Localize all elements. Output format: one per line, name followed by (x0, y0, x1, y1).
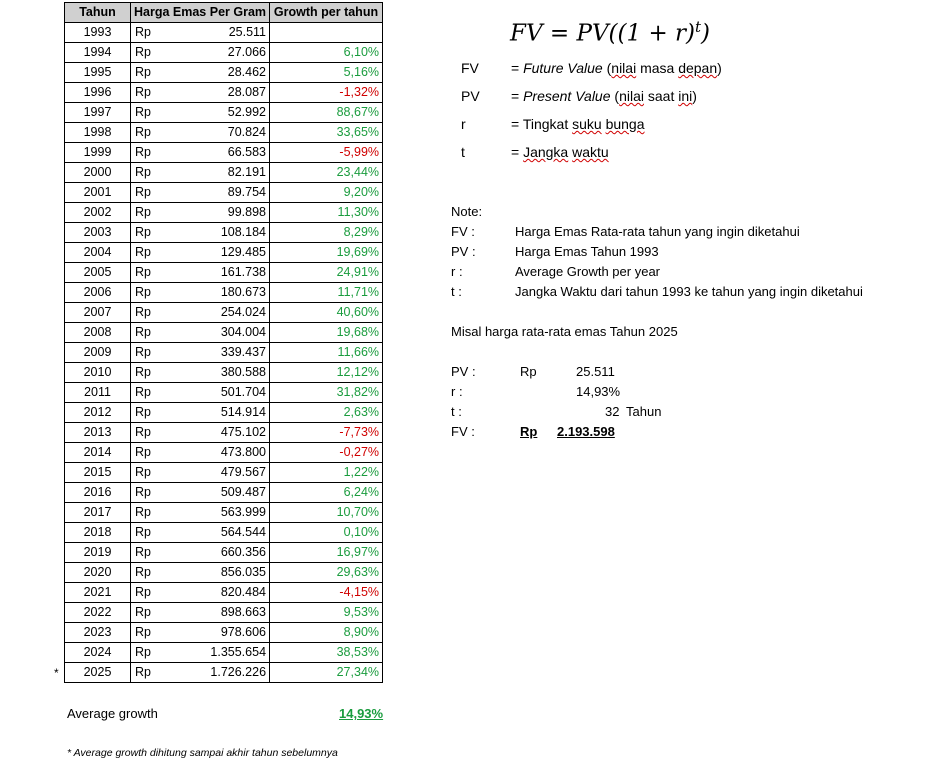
table-row (65, 143, 383, 163)
cell-price: 473.800 (162, 443, 270, 463)
cell-currency: Rp (131, 103, 162, 123)
legend-row-r (461, 116, 761, 136)
cell-currency: Rp (131, 403, 162, 423)
cell-year: 1993 (65, 23, 131, 43)
table-row (65, 243, 383, 263)
cell-currency: Rp (131, 23, 162, 43)
cell-growth: 19,69% (270, 243, 383, 263)
cell-growth: -1,32% (270, 83, 383, 103)
example-r-value: 14,93% (576, 384, 621, 399)
cell-year: 2022 (65, 603, 131, 623)
example-pv-key: PV : (451, 364, 476, 379)
cell-year: 1995 (65, 63, 131, 83)
cell-currency: Rp (131, 363, 162, 383)
example-pv-value: 25.511 (576, 364, 615, 379)
cell-currency: Rp (131, 143, 162, 163)
cell-year: 2021 (65, 583, 131, 603)
cell-currency: Rp (131, 443, 162, 463)
cell-growth: 38,53% (270, 643, 383, 663)
cell-price: 27.066 (162, 43, 270, 63)
cell-currency: Rp (131, 303, 162, 323)
cell-currency: Rp (131, 503, 162, 523)
legend-text-w1: nilai (619, 88, 644, 104)
cell-price: 475.102 (162, 423, 270, 443)
note-text: Average Growth per year (515, 264, 660, 279)
cell-price: 479.567 (162, 463, 270, 483)
cell-growth: 1,22% (270, 463, 383, 483)
cell-growth: 23,44% (270, 163, 383, 183)
cell-price: 52.992 (162, 103, 270, 123)
formula-close: ) (701, 20, 711, 47)
cell-growth: 31,82% (270, 383, 383, 403)
table-row (65, 383, 383, 403)
cell-currency: Rp (131, 583, 162, 603)
cell-year: 2025 (65, 663, 131, 683)
table-row (65, 463, 383, 483)
cell-growth: 0,10% (270, 523, 383, 543)
cell-growth: 8,90% (270, 623, 383, 643)
cell-year: 2002 (65, 203, 131, 223)
cell-growth: 9,20% (270, 183, 383, 203)
legend-text-w2: bunga (605, 116, 645, 132)
legend-row-t (461, 144, 761, 164)
cell-price: 563.999 (162, 503, 270, 523)
legend-symbol: PV (461, 88, 480, 104)
table-row (65, 183, 383, 203)
legend-text-w2: waktu (572, 144, 609, 160)
legend-definition (511, 116, 645, 132)
cell-price: 898.663 (162, 603, 270, 623)
example-fv-value: 2.193.598 (557, 424, 615, 439)
table-row (65, 483, 383, 503)
table-row (65, 603, 383, 623)
cell-year: 1999 (65, 143, 131, 163)
cell-price: 70.824 (162, 123, 270, 143)
cell-price: 28.462 (162, 63, 270, 83)
cell-growth: 11,71% (270, 283, 383, 303)
cell-price: 978.606 (162, 623, 270, 643)
cell-currency: Rp (131, 603, 162, 623)
cell-currency: Rp (131, 203, 162, 223)
cell-price: 254.024 (162, 303, 270, 323)
cell-currency: Rp (131, 523, 162, 543)
cell-year: 2006 (65, 283, 131, 303)
cell-currency: Rp (131, 643, 162, 663)
legend-text-post: ( (602, 60, 612, 76)
average-growth-value: 14,93% (339, 706, 384, 721)
table-row (65, 543, 383, 563)
example-pv-currency: Rp (520, 364, 537, 379)
cell-growth: 16,97% (270, 543, 383, 563)
note-key: FV : (451, 224, 475, 239)
note-key: r : (451, 264, 463, 279)
cell-price: 339.437 (162, 343, 270, 363)
example-t-value: 32 (605, 404, 620, 419)
cell-year: 1998 (65, 123, 131, 143)
note-key: PV : (451, 244, 476, 259)
cell-growth: 8,29% (270, 223, 383, 243)
cell-growth: 6,10% (270, 43, 383, 63)
cell-currency: Rp (131, 343, 162, 363)
cell-year: 2013 (65, 423, 131, 443)
cell-growth: -5,99% (270, 143, 383, 163)
cell-currency: Rp (131, 663, 162, 683)
table-row (65, 443, 383, 463)
cell-growth: 11,30% (270, 203, 383, 223)
example-title: Misal harga rata-rata emas Tahun 2025 (451, 324, 678, 339)
cell-price: 820.484 (162, 583, 270, 603)
legend-text-w1: suku (572, 116, 602, 132)
cell-growth: 10,70% (270, 503, 383, 523)
cell-price: 28.087 (162, 83, 270, 103)
cell-price: 1.726.226 (162, 663, 270, 683)
legend-text-mid: masa (636, 60, 679, 76)
cell-year: 2017 (65, 503, 131, 523)
table-row (65, 363, 383, 383)
cell-price: 66.583 (162, 143, 270, 163)
cell-year: 2007 (65, 303, 131, 323)
cell-currency: Rp (131, 563, 162, 583)
cell-year: 2004 (65, 243, 131, 263)
header-price: Harga Emas Per Gram (131, 3, 270, 23)
legend-text-italic: Future Value (523, 60, 603, 76)
legend-text-end: ) (692, 88, 697, 104)
legend-text-post: ( (610, 88, 620, 104)
table-row (65, 503, 383, 523)
cell-growth: 9,53% (270, 603, 383, 623)
table-row (65, 63, 383, 83)
note-key: t : (451, 284, 462, 299)
table-row (65, 83, 383, 103)
table-row (65, 303, 383, 323)
legend-text-w1: Jangka (523, 144, 569, 160)
cell-year: 2014 (65, 443, 131, 463)
legend-definition (511, 60, 722, 76)
formula-exponent: t (695, 18, 702, 36)
cell-price: 380.588 (162, 363, 270, 383)
table-row (65, 663, 383, 683)
cell-price: 99.898 (162, 203, 270, 223)
cell-growth: 5,16% (270, 63, 383, 83)
cell-year: 2012 (65, 403, 131, 423)
cell-growth: 27,34% (270, 663, 383, 683)
table-row (65, 623, 383, 643)
table-row (65, 283, 383, 303)
average-growth-label: Average growth (67, 706, 158, 721)
legend-text-pre: = (511, 60, 524, 76)
header-year: Tahun (65, 3, 131, 23)
cell-growth: 19,68% (270, 323, 383, 343)
cell-year: 2016 (65, 483, 131, 503)
cell-year: 2024 (65, 643, 131, 663)
cell-price: 509.487 (162, 483, 270, 503)
legend-definition (511, 144, 609, 160)
legend-definition (511, 88, 697, 104)
cell-currency: Rp (131, 383, 162, 403)
cell-year: 1997 (65, 103, 131, 123)
cell-year: 2000 (65, 163, 131, 183)
table-row (65, 263, 383, 283)
table-row (65, 123, 383, 143)
fv-formula (510, 18, 710, 47)
cell-growth: -0,27% (270, 443, 383, 463)
cell-year: 2005 (65, 263, 131, 283)
example-t-key: t : (451, 404, 462, 419)
table-row (65, 323, 383, 343)
table-row (65, 43, 383, 63)
cell-price: 129.485 (162, 243, 270, 263)
cell-year: 2019 (65, 543, 131, 563)
cell-year: 2020 (65, 563, 131, 583)
cell-growth: -4,15% (270, 583, 383, 603)
cell-growth: 24,91% (270, 263, 383, 283)
table-header-row (65, 3, 383, 23)
table-row (65, 563, 383, 583)
cell-growth: 40,60% (270, 303, 383, 323)
cell-price: 25.511 (162, 23, 270, 43)
legend-symbol: r (461, 116, 466, 132)
cell-currency: Rp (131, 423, 162, 443)
cell-currency: Rp (131, 163, 162, 183)
cell-price: 1.355.654 (162, 643, 270, 663)
formula-main: FV = PV((1 + r) (510, 20, 695, 47)
cell-year: 2001 (65, 183, 131, 203)
cell-price: 660.356 (162, 543, 270, 563)
cell-price: 82.191 (162, 163, 270, 183)
legend-symbol: FV (461, 60, 479, 76)
cell-currency: Rp (131, 83, 162, 103)
cell-growth: 12,12% (270, 363, 383, 383)
table-row (65, 23, 383, 43)
table-row (65, 423, 383, 443)
cell-year: 2015 (65, 463, 131, 483)
cell-currency: Rp (131, 323, 162, 343)
cell-growth: 6,24% (270, 483, 383, 503)
cell-year: 2018 (65, 523, 131, 543)
legend-text-end: ) (717, 60, 722, 76)
cell-year: 1996 (65, 83, 131, 103)
example-t-unit: Tahun (626, 404, 662, 419)
cell-growth: 29,63% (270, 563, 383, 583)
table-row (65, 343, 383, 363)
legend-text-italic: Present Value (523, 88, 611, 104)
legend-row-pv (461, 88, 761, 108)
cell-price: 161.738 (162, 263, 270, 283)
cell-growth: 2,63% (270, 403, 383, 423)
cell-currency: Rp (131, 283, 162, 303)
note-text: Harga Emas Rata-rata tahun yang ingin diketahui (515, 224, 800, 239)
cell-currency: Rp (131, 483, 162, 503)
cell-growth: 11,66% (270, 343, 383, 363)
note-text: Harga Emas Tahun 1993 (515, 244, 659, 259)
table-row (65, 163, 383, 183)
example-r-key: r : (451, 384, 463, 399)
table-row (65, 203, 383, 223)
legend-text-pre: = Tingkat (511, 116, 573, 132)
cell-currency: Rp (131, 183, 162, 203)
header-growth: Growth per tahun (270, 3, 383, 23)
cell-currency: Rp (131, 263, 162, 283)
legend-text-pre: = (511, 88, 524, 104)
table-row (65, 103, 383, 123)
cell-price: 108.184 (162, 223, 270, 243)
cell-growth: 33,65% (270, 123, 383, 143)
cell-growth (270, 23, 383, 43)
cell-currency: Rp (131, 243, 162, 263)
cell-year: 2010 (65, 363, 131, 383)
cell-currency: Rp (131, 623, 162, 643)
gold-price-table (64, 2, 383, 683)
table-row (65, 523, 383, 543)
table-row (65, 583, 383, 603)
cell-year: 2008 (65, 323, 131, 343)
table-row (65, 643, 383, 663)
cell-currency: Rp (131, 123, 162, 143)
legend-text-w2: depan (678, 60, 718, 76)
cell-currency: Rp (131, 463, 162, 483)
legend-text-mid: saat (643, 88, 679, 104)
cell-price: 89.754 (162, 183, 270, 203)
cell-price: 304.004 (162, 323, 270, 343)
cell-growth: 88,67% (270, 103, 383, 123)
cell-price: 564.544 (162, 523, 270, 543)
footnote: * Average growth dihitung sampai akhir tahun sebelumnya (67, 747, 338, 759)
cell-year: 1994 (65, 43, 131, 63)
cell-price: 514.914 (162, 403, 270, 423)
legend-text-w1: nilai (611, 60, 637, 76)
note-text: Jangka Waktu dari tahun 1993 ke tahun yang ingin diketahui (515, 284, 863, 299)
legend-text-w2: ini (678, 88, 693, 104)
cell-currency: Rp (131, 63, 162, 83)
note-title: Note: (451, 204, 483, 219)
table-row (65, 223, 383, 243)
legend-text-pre: = (511, 144, 524, 160)
cell-price: 180.673 (162, 283, 270, 303)
legend-symbol: t (461, 144, 465, 160)
cell-currency: Rp (131, 543, 162, 563)
cell-year: 2011 (65, 383, 131, 403)
cell-year: 2009 (65, 343, 131, 363)
cell-year: 2003 (65, 223, 131, 243)
cell-year: 2023 (65, 623, 131, 643)
cell-currency: Rp (131, 43, 162, 63)
row-star-marker: * (54, 666, 59, 680)
cell-growth: -7,73% (270, 423, 383, 443)
legend-row-fv (461, 60, 761, 80)
example-fv-currency: Rp (520, 424, 538, 439)
table-row (65, 403, 383, 423)
cell-price: 501.704 (162, 383, 270, 403)
cell-price: 856.035 (162, 563, 270, 583)
example-fv-key: FV : (451, 424, 475, 439)
cell-currency: Rp (131, 223, 162, 243)
